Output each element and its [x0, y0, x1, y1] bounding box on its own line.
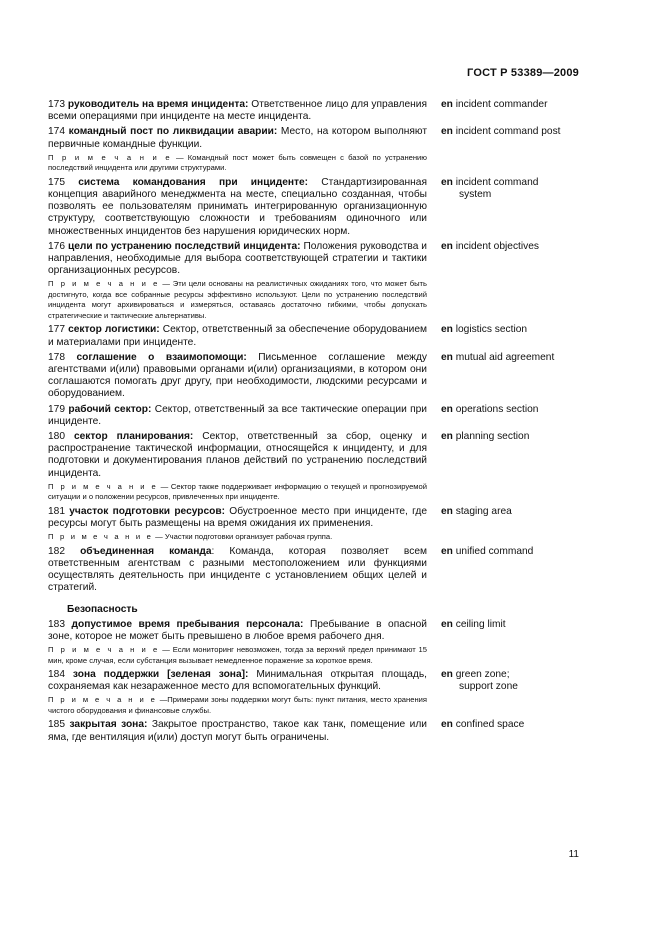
term-row	[48, 719, 578, 743]
term-name: сектор планирования:	[73, 431, 194, 443]
term-number: 181	[48, 505, 65, 517]
en-label: en	[441, 351, 453, 363]
english-equivalent	[441, 99, 578, 123]
note-text: — Если мониторинг невозможен, тогда за верхний предел принимают 15 мин, кроме случая, если субстанция вызывает немедленное поражение за короткое время.	[48, 645, 427, 665]
term-name: сектор логистики:	[68, 324, 160, 336]
en-term: planning section	[455, 431, 530, 443]
note-text: —Примерами зоны поддержки могут быть: пункт питания, место хранения чистого оборудования и финансовые службы.	[48, 695, 427, 715]
term-text: Место, на котором выполняют первичные командные функции.	[48, 126, 427, 150]
term-entry	[48, 619, 578, 666]
section-title: Безопасность	[67, 603, 138, 615]
en-term: unified command	[455, 545, 534, 557]
term-text: Положения руководства и направления, необходимые для выбора соответствующей стратегии и тактики организационных ресурсов.	[48, 240, 427, 277]
term-row	[48, 99, 578, 123]
english-equivalent	[441, 177, 578, 238]
english-equivalent	[441, 619, 578, 643]
en-label: en	[441, 431, 453, 443]
term-entry	[48, 669, 578, 716]
term-number: 183	[48, 618, 65, 630]
en-label: en	[441, 545, 453, 557]
standard-header: ГОСТ Р 53389—2009	[467, 67, 579, 79]
term-name: цели по устранению последствий инцидента:	[67, 240, 301, 252]
term-number: 179	[48, 403, 65, 415]
term-definition	[48, 669, 427, 693]
en-term-continuation: system	[459, 189, 492, 201]
page-number: 11	[568, 849, 579, 860]
term-row	[48, 241, 578, 278]
term-name: командный пост по ликвидации аварии:	[68, 126, 278, 138]
en-term: incident command	[455, 176, 539, 188]
term-row	[48, 669, 578, 693]
note-label: П р и м е ч а н и е	[48, 152, 172, 162]
term-entry	[48, 719, 578, 743]
term-row	[48, 619, 578, 643]
term-definition	[48, 352, 427, 401]
note-text: — Участки подготовки организует рабочая группа.	[155, 532, 333, 542]
term-row	[48, 506, 578, 530]
term-definition	[48, 241, 427, 278]
en-label: en	[441, 669, 453, 680]
term-entry	[48, 506, 578, 543]
term-row	[48, 126, 578, 150]
term-number: 178	[48, 351, 65, 363]
en-label: en	[441, 324, 453, 336]
term-text: Письменное соглашение между агентствами и(или) правовыми органами и(или) организациями, в котором они соглашаются помогать друг другу, при необходимости, людскими ресурсами и оборудованием.	[48, 351, 427, 400]
term-text: Сектор, ответственный за сбор, оценку и распространение тактической информации, относящейся к инциденту, и для подготовки и документирования планов действий по устранению последствий инцидента.	[48, 431, 427, 479]
note-text: — Командный пост может быть совмещен с базой по устранению последствий инцидента или другими структурами.	[48, 152, 427, 173]
term-name: зона поддержки [зеленая зона]:	[72, 669, 249, 680]
english-equivalent	[441, 506, 578, 530]
en-term-continuation: support zone	[459, 681, 518, 693]
term-number: 173	[48, 99, 65, 110]
term-name: закрытая зона:	[69, 719, 148, 731]
term-entry	[48, 177, 578, 238]
english-equivalent	[441, 324, 578, 348]
term-number: 185	[48, 719, 65, 731]
note-label: П р и м е ч а н и е	[48, 279, 160, 289]
term-entry	[48, 241, 578, 322]
en-label: en	[441, 618, 453, 630]
term-name: соглашение о взаимопомощи:	[76, 351, 247, 363]
en-term: staging area	[455, 505, 512, 517]
note-label: П р и м е ч а н и е	[48, 481, 158, 491]
note-text: — Эти цели основаны на реалистичных ожиданиях того, что может быть достигнуто, когда все собранные ресурсы эффективно используют. Цели по устранению последствий инцидента могут архивироваться и измеряться, оставаясь достаточно гибкими, чтобы допускать стратегические и тактические альтернативы.	[48, 279, 427, 320]
term-text: Обустроенное место при инциденте, где ресурсы могут быть размещены на время ожидания их применения.	[48, 505, 427, 530]
term-text: Ответственное лицо для управления всеми операциями при инциденте на месте инцидента.	[48, 99, 427, 123]
en-term: green zone;	[455, 669, 510, 680]
term-name: руководитель на время инцидента:	[67, 99, 249, 110]
term-definition	[48, 506, 427, 530]
terms-list	[48, 96, 578, 744]
term-note	[48, 695, 427, 716]
term-definition	[48, 619, 427, 643]
note-text: — Сектор также поддерживает информацию о текущей и прогнозируемой ситуации и о положении ресурсов, привлеченных при инциденте.	[48, 481, 427, 502]
term-text: Закрытое пространство, такое как танк, помещение или яма, где вентиляция и(или) доступ могут быть ограничены.	[48, 719, 427, 743]
english-equivalent	[441, 431, 578, 480]
english-equivalent	[441, 241, 578, 278]
term-number: 182	[48, 545, 65, 557]
term-row	[48, 431, 578, 480]
en-label: en	[441, 505, 453, 517]
term-name: рабочий сектор:	[68, 403, 152, 415]
term-definition	[48, 404, 427, 428]
term-text: Сектор, ответственный за обеспечение оборудованием и материалами при инциденте.	[48, 324, 427, 348]
en-term: ceiling limit	[455, 618, 506, 630]
term-note	[48, 279, 427, 321]
en-term: mutual aid agreement	[455, 351, 555, 363]
en-label: en	[441, 403, 453, 415]
term-number: 175	[48, 176, 65, 188]
term-definition	[48, 99, 427, 123]
term-number: 174	[48, 126, 65, 138]
english-equivalent	[441, 352, 578, 401]
note-label: П р и м е ч а н и е	[48, 695, 158, 705]
en-term: incident commander	[455, 99, 548, 110]
term-text: Минимальная открытая площадь, сохраняемая как незараженное место для вспомогательных функций.	[48, 669, 428, 693]
term-row	[48, 404, 578, 428]
term-text: : Команда, которая позволяет всем ответственным агентствам с разными местоположением или функциями осуществлять деятельность при инциденте с установлением общих целей и стратегий.	[48, 545, 427, 594]
english-equivalent	[441, 669, 578, 693]
term-number: 184	[48, 669, 65, 680]
en-term: incident objectives	[455, 240, 539, 252]
term-definition	[48, 431, 427, 480]
en-term: logistics section	[455, 324, 528, 336]
en-label: en	[441, 176, 453, 188]
en-term: incident command post	[455, 126, 561, 138]
term-name: участок подготовки ресурсов:	[69, 505, 226, 517]
term-entry	[48, 431, 578, 503]
term-definition	[48, 324, 427, 348]
term-definition	[48, 126, 427, 150]
term-entry	[48, 324, 578, 348]
term-definition	[48, 177, 427, 238]
term-text: Стандартизированная концепция аварийного менеджмента на месте, специально созданная, чтобы позволять ее пользователям принимать интегрированную организационную структуру, соответствующую сложности и требованиям одиночного или множественных инцидентов без нарушения юридических норм.	[48, 176, 427, 237]
term-entry	[48, 352, 578, 401]
term-row	[48, 177, 578, 238]
en-term: operations section	[455, 403, 539, 415]
term-row	[48, 546, 578, 595]
term-name: объединенная команда	[80, 545, 212, 557]
term-entry	[48, 546, 578, 595]
term-entry	[48, 126, 578, 173]
term-definition	[48, 546, 427, 595]
english-equivalent	[441, 719, 578, 743]
term-entry	[48, 99, 578, 123]
term-text: Сектор, ответственный за все тактические операции при инциденте.	[48, 403, 427, 427]
term-text: Пребывание в опасной зоне, которое не может быть превышено в любое время рабочего дня.	[48, 618, 427, 642]
term-note	[48, 645, 427, 666]
term-name: допустимое время пребывания персонала:	[71, 618, 304, 630]
term-entry	[48, 404, 578, 428]
term-row	[48, 324, 578, 348]
english-equivalent	[441, 404, 578, 428]
term-note	[48, 153, 427, 174]
en-label: en	[441, 719, 453, 731]
term-number: 177	[48, 324, 65, 336]
term-note	[48, 482, 427, 503]
term-row	[48, 352, 578, 401]
note-label: П р и м е ч а н и е	[48, 645, 160, 654]
term-note	[48, 532, 427, 543]
en-term: confined space	[455, 719, 525, 731]
term-name: система командования при инциденте:	[78, 176, 309, 188]
en-label: en	[441, 99, 453, 110]
term-definition	[48, 719, 427, 743]
en-label: en	[441, 240, 453, 252]
english-equivalent	[441, 126, 578, 150]
en-label: en	[441, 126, 453, 138]
note-label: П р и м е ч а н и е	[48, 532, 153, 542]
term-number: 176	[48, 240, 65, 252]
english-equivalent	[441, 546, 578, 595]
term-number: 180	[48, 431, 65, 443]
